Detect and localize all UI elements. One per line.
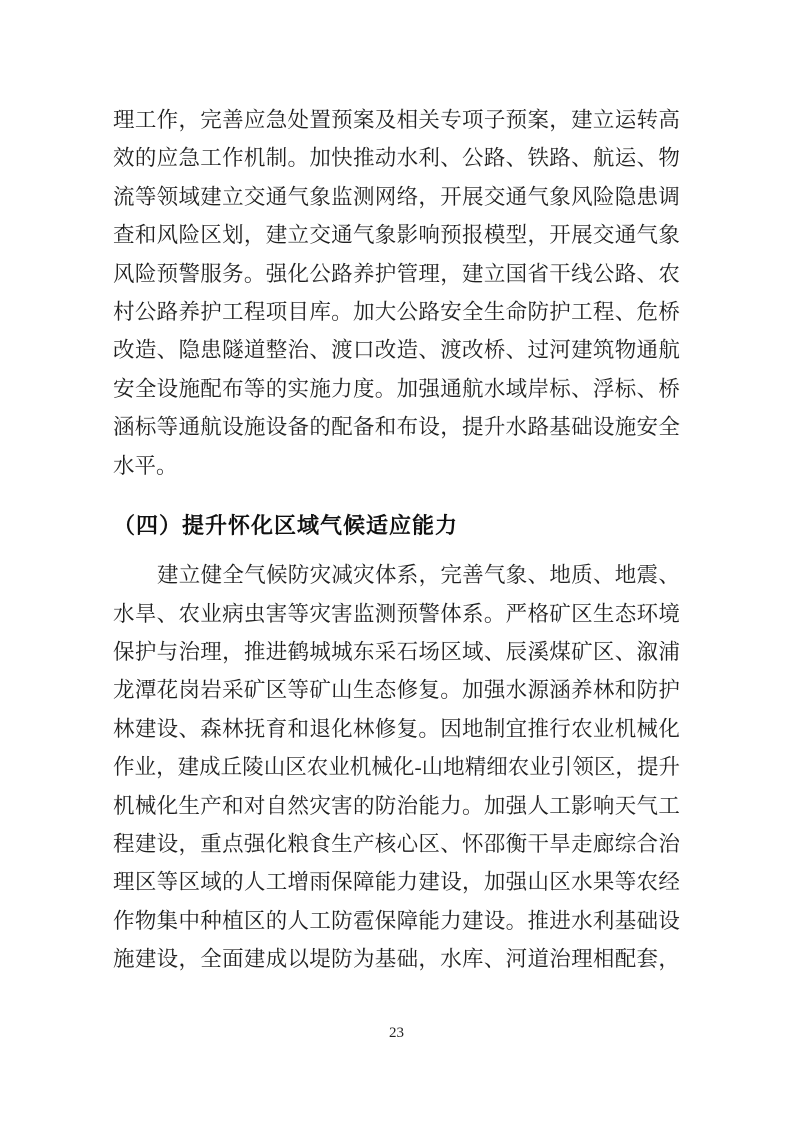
text-line: 作 业 ， 建 成 丘 陵 山 区 农 业 机 械 化 - 山 地 精 细 农 业 引 领 区 ， 提 升 <box>113 755 680 780</box>
text-line: 机 械 化 生 产 和 对 自 然 灾 害 的 防 治 能 力 。 加 强 人 工 影 响 天 气 工 <box>113 793 680 818</box>
text-line: 龙 潭 花 岗 岩 采 矿 区 等 矿 山 生 态 修 复 。 加 强 水 源 涵 养 林 和 防 护 <box>113 678 680 703</box>
text-line: 水 旱 、 农 业 病 虫 害 等 灾 害 监 测 预 警 体 系 。 严 格 矿 区 生 态 环 境 <box>113 601 680 626</box>
text-line: 理 区 等 区 域 的 人 工 增 雨 保 障 能 力 建 设 ， 加 强 山 区 水 果 等 农 经 <box>113 870 680 895</box>
text-line: 施 建 设 ， 全 面 建 成 以 堤 防 为 基 础 ， 水 库 、 河 道 治 理 相 配 套 ， <box>113 947 680 972</box>
text-line: 保 护 与 治 理 ， 推 进 鹤 城 城 东 采 石 场 区 域 、 辰 溪 煤 矿 区 、 溆 浦 <box>113 640 680 665</box>
text-line: 作 物 集 中 种 植 区 的 人 工 防 雹 保 障 能 力 建 设 。 推 进 水 利 基 础 设 <box>113 908 680 933</box>
text-line: 程 建 设 ， 重 点 强 化 粮 食 生 产 核 心 区 、 怀 邵 衡 干 旱 走 廊 综 合 治 <box>113 832 680 857</box>
page-body-text <box>113 101 680 979</box>
section-heading: （四）提升怀化区域气候适应能力 <box>113 512 459 538</box>
text-line: 林 建 设 、 森 林 抚 育 和 退 化 林 修 复 。 因 地 制 宜 推 行 农 业 机 械 化 <box>113 716 680 741</box>
text-line: 涵 标 等 通 航 设 施 设 备 的 配 备 和 布 设 ， 提 升 水 路 基 础 设 施 安 全 <box>113 415 680 440</box>
paragraph-continuation <box>113 101 680 485</box>
text-line: 效 的 应 急 工 作 机 制 。 加 快 推 动 水 利 、 公 路 、 铁 路 、 航 运 、 物 <box>113 146 680 171</box>
text-line: 风 险 预 警 服 务 。 强 化 公 路 养 护 管 理 ， 建 立 国 省 干 线 公 路 、 农 <box>113 261 680 286</box>
text-line: 村 公 路 养 护 工 程 项 目 库 。 加 大 公 路 安 全 生 命 防 护 工 程 、 危 桥 <box>113 299 680 324</box>
page-number: 23 <box>389 1025 404 1041</box>
paragraph-climate-adaptation <box>113 556 680 978</box>
text-line: 流 等 领 域 建 立 交 通 气 象 监 测 网 络 ， 开 展 交 通 气 象 风 险 隐 患 调 <box>113 184 680 209</box>
text-line: 理 工 作 ， 完 善 应 急 处 置 预 案 及 相 关 专 项 子 预 案 ， 建 立 运 转 高 <box>113 108 680 132</box>
text-line: 水平。 <box>113 453 178 478</box>
text-line: 安 全 设 施 配 布 等 的 实 施 力 度 。 加 强 通 航 水 域 岸 标 、 浮 标 、 桥 <box>113 376 680 401</box>
text-line: 建 立 健 全 气 候 防 灾 减 灾 体 系 ， 完 善 气 象 、 地 质 、 地 震 、 <box>157 563 680 588</box>
text-line: 查 和 风 险 区 划 ， 建 立 交 通 气 象 影 响 预 报 模 型 ， 开 展 交 通 气 象 <box>113 223 680 248</box>
text-line: 改 造 、 隐 患 隧 道 整 治 、 渡 口 改 造 、 渡 改 桥 、 过 河 建 筑 物 通 航 <box>113 338 680 363</box>
